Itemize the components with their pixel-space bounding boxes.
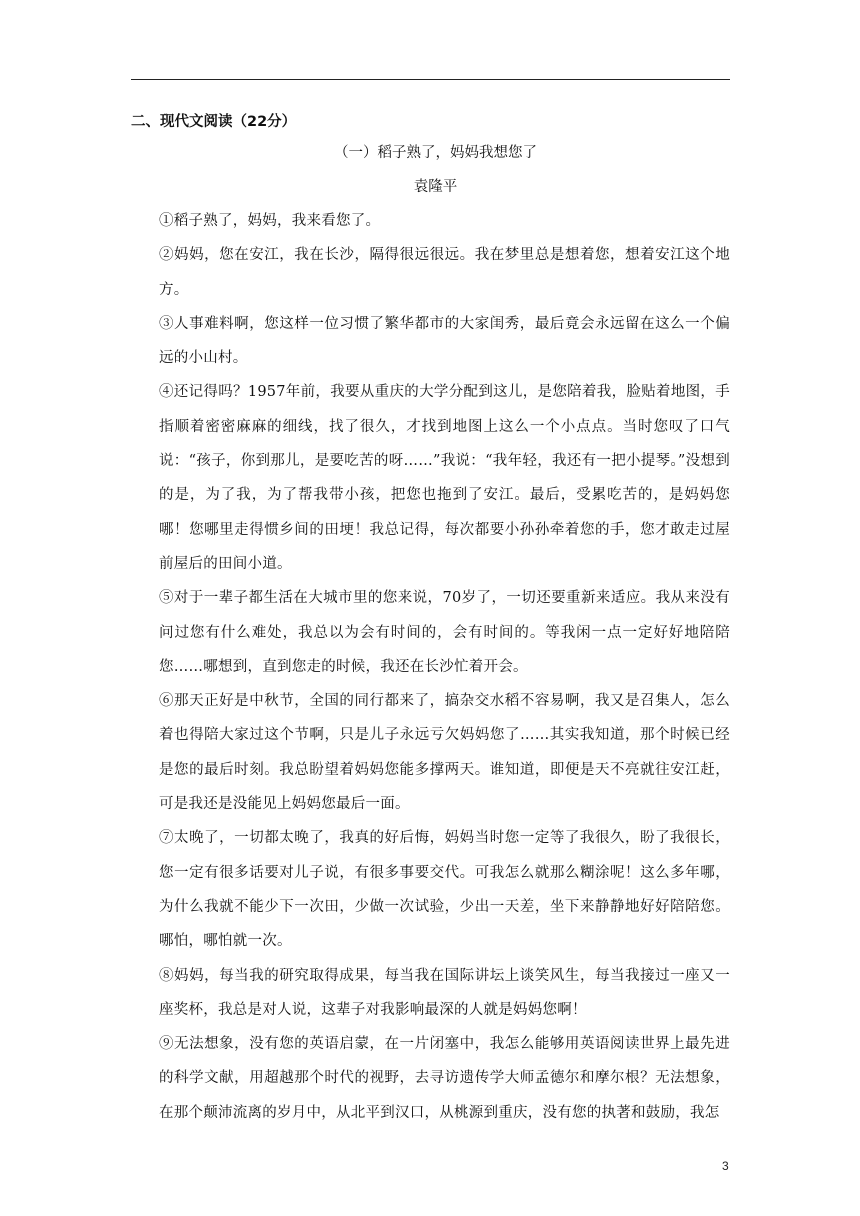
header-rule: [131, 79, 730, 80]
document-body: [131, 108, 730, 1130]
paragraph-3: ③人事难料啊，您这样一位习惯了繁华都市的大家闺秀，最后竟会永远留在这么一个偏远的小山村。: [159, 315, 730, 367]
paragraph-4: ④还记得吗？1957年前，我要从重庆的大学分配到这儿，是您陪着我，脸贴着地图，手指顺着密密麻麻的细线，找了很久，才找到地图上这么一个小点点。当时您叹了口气说：“孩子，你到那儿，是要吃苦的呀……”我说：“我年轻，我还有一把小提琴。”没想到的是，为了我，为了帮我带小孩，把您也拖到了安江。最后，受累吃苦的，是妈妈您哪！您哪里走得惯乡间的田埂！我总记得，每次都要小孙孙牵着您的手，您才敢走过屋前屋后的田间小道。: [159, 384, 730, 572]
paragraph-2: ②妈妈，您在安江，我在长沙，隔得很远很远。我在梦里总是想着您，想着安江这个地方。: [159, 247, 730, 298]
paragraph-5: ⑤对于一辈子都生活在大城市里的您来说，70岁了，一切还要重新来适应。我从来没有问过您有什么难处，我总以为会有时间的，会有时间的。等我闲一点一定好好地陪陪您……哪想到，直到您走的时候，我还在长沙忙着开会。: [159, 590, 730, 675]
article-title: （一）稻子熟了，妈妈我想您了: [334, 145, 537, 161]
article-author: 袁隆平: [413, 179, 458, 195]
paragraph-1: ①稻子熟了，妈妈，我来看您了。: [159, 213, 381, 229]
paragraph-9: ⑨无法想象，没有您的英语启蒙，在一片闭塞中，我怎么能够用英语阅读世界上最先进的科学文献，用超越那个时代的视野，去寻访遗传学大师孟德尔和摩尔根？无法想象，在那个颠沛流离的岁月中，从北平到汉口，从桃源到重庆，没有您的执著和鼓励，我怎: [159, 1036, 730, 1121]
paragraph-8: ⑧妈妈，每当我的研究取得成果，每当我在国际讲坛上谈笑风生，每当我接过一座又一座奖杯，我总是对人说，这辈子对我影响最深的人就是妈妈您啊！: [159, 967, 730, 1018]
section-heading: 二、现代文阅读（22分）: [131, 114, 297, 130]
paragraph-6: ⑥那天正好是中秋节，全国的同行都来了，搞杂交水稻不容易啊，我又是召集人，怎么着也得陪大家过这个节啊，只是儿子永远亏欠妈妈您了……其实我知道，那个时候已经是您的最后时刻。我总盼望着妈妈您能多撑两天。谁知道，即便是天不亮就往安江赶，可是我还是没能见上妈妈您最后一面。: [159, 693, 730, 813]
page-number: 3: [722, 1159, 729, 1173]
paragraph-7: ⑦太晚了，一切都太晚了，我真的好后悔，妈妈当时您一定等了我很久，盼了我很长，您一定有很多话要对儿子说，有很多事要交代。可我怎么就那么糊涂呢！这么多年哪，为什么我就不能少下一次田，少做一次试验，少出一天差，坐下来静静地好好陪陪您。哪怕，哪怕就一次。: [159, 830, 730, 950]
